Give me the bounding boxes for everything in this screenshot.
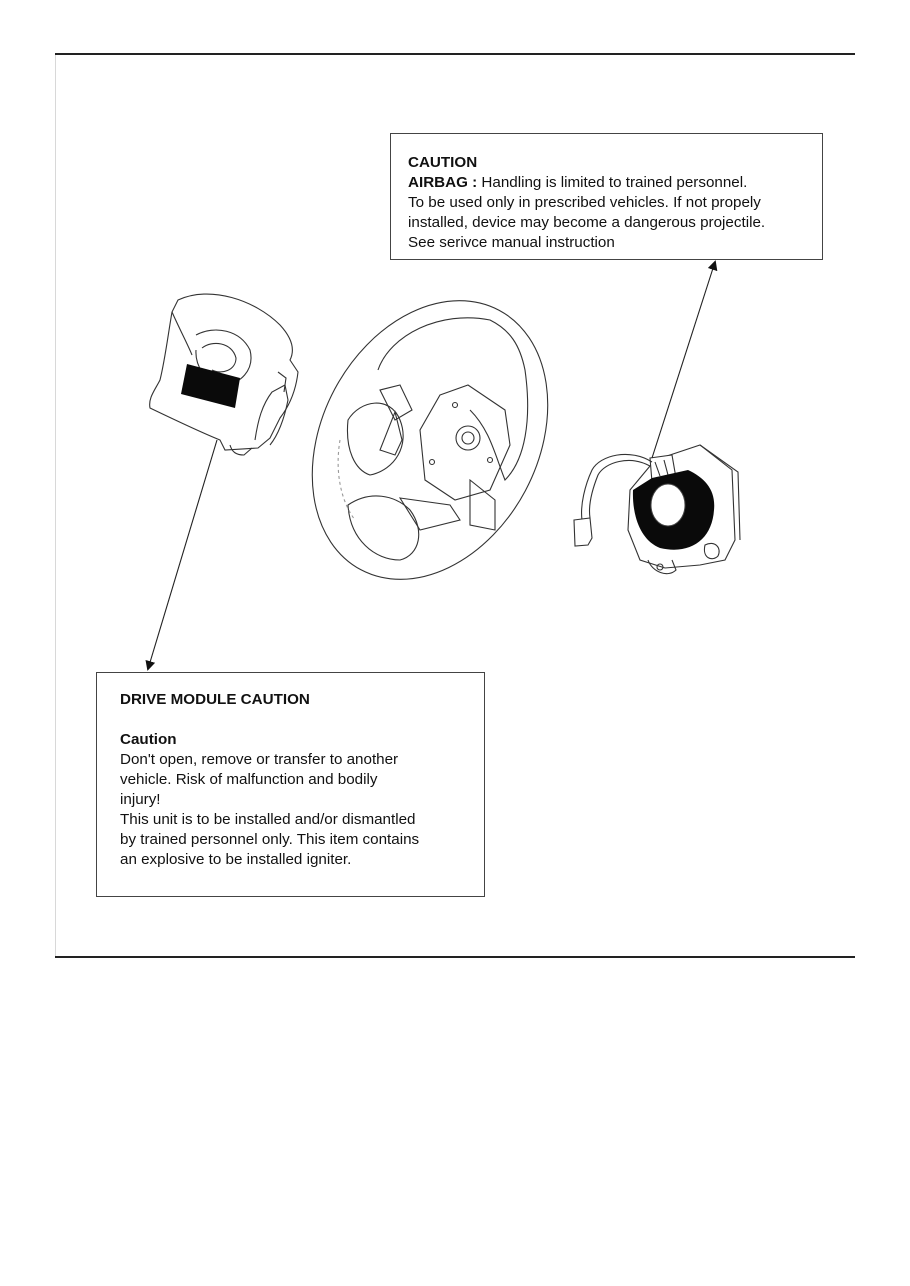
airbag-caution-line: To be used only in prescribed vehicles. If not propely [408,194,761,211]
drive-module-caution-line: vehicle. Risk of malfunction and bodily [120,771,378,788]
airbag-caution-heading: CAUTION [408,154,478,171]
clock-spring-hub [651,484,685,526]
drive-module-caution-line: Don't open, remove or transfer to another [120,751,399,768]
airbag-caution-line: Handling is limited to trained personnel. [477,174,748,191]
airbag-caution-callout [390,133,823,260]
leader-line-airbag-caution [652,262,715,458]
drive-module-caution-line: injury! [120,791,161,808]
leader-line-drive-module [148,440,217,669]
drive-module-caution-line: by trained personnel only. This item contains [120,831,420,848]
airbag-caution-line: installed, device may become a dangerous projectile. [408,214,766,231]
spacer [120,710,484,730]
drive-module-caution-heading: DRIVE MODULE CAUTION [120,691,310,708]
airbag-lead-label: AIRBAG : [408,174,478,191]
drive-module-caution-line: This unit is to be installed and/or dismantled [120,811,416,828]
airbag-caution-line: See serivce manual instruction [408,234,615,251]
drive-module-caution-subheading: Caution [120,731,177,748]
steering-wheel-drawing [266,260,595,621]
drive-module-caution-line: an explosive to be installed igniter. [120,851,352,868]
drive-module-caution-callout [96,672,485,897]
